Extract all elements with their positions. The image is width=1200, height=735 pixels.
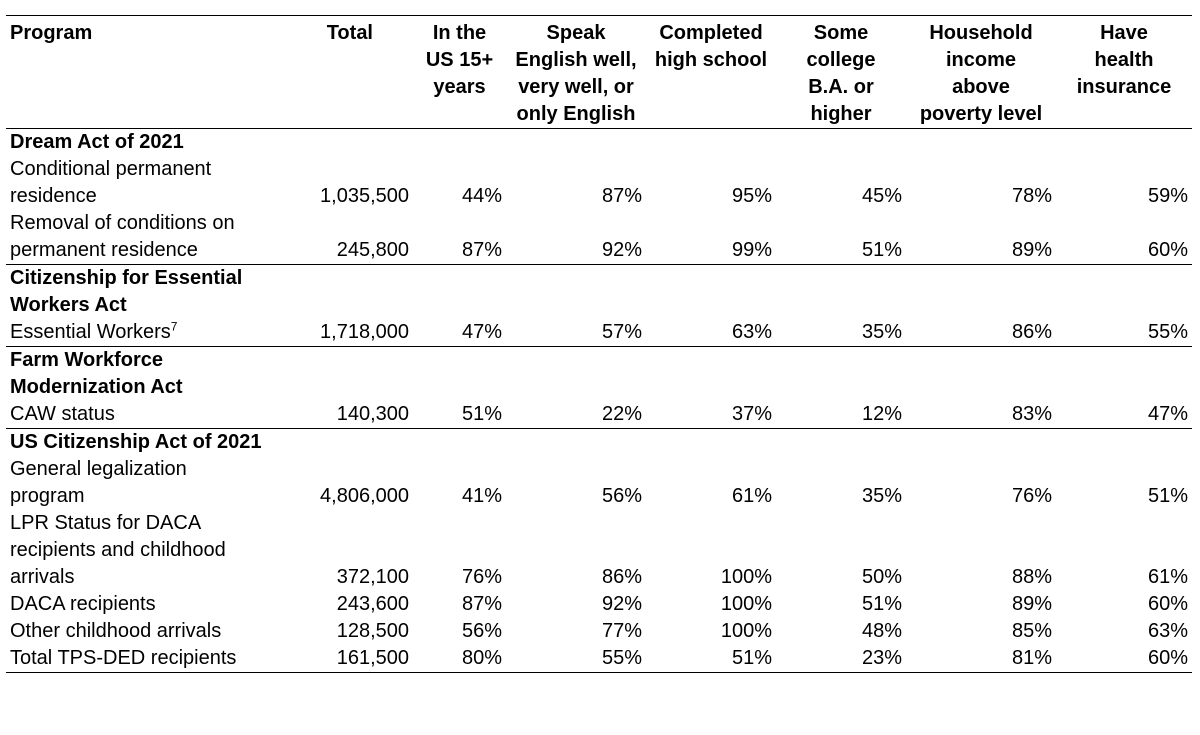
header-total: Total bbox=[326, 22, 373, 44]
table-row bbox=[6, 319, 1192, 347]
text-line: Workers Act bbox=[10, 294, 127, 316]
header-us15 bbox=[413, 16, 506, 129]
value-cell: 92% bbox=[601, 593, 642, 615]
text-line: Citizenship for Essential bbox=[10, 267, 243, 289]
value-cell: 83% bbox=[1011, 403, 1052, 425]
table-row bbox=[6, 210, 1192, 265]
value-cell: 76% bbox=[461, 566, 502, 588]
row-label bbox=[6, 156, 311, 210]
value-cell: 85% bbox=[1011, 620, 1052, 642]
value-cell: 59% bbox=[1147, 185, 1188, 207]
value-cell: 243,600 bbox=[336, 593, 409, 615]
text-line: very well, or bbox=[518, 76, 634, 98]
value-cell: 87% bbox=[601, 185, 642, 207]
text-line: college bbox=[806, 49, 876, 71]
section-title bbox=[6, 265, 1192, 320]
value-cell: 89% bbox=[1011, 239, 1052, 261]
section-title bbox=[6, 429, 1192, 457]
table-header bbox=[6, 16, 1192, 129]
text-line: Removal of conditions on bbox=[10, 212, 235, 234]
section-header-row bbox=[6, 129, 1192, 157]
text-line: residence bbox=[10, 185, 97, 207]
text-line: high school bbox=[654, 49, 768, 71]
value-cell: 23% bbox=[861, 647, 902, 669]
value-cell: 51% bbox=[861, 239, 902, 261]
text-line: General legalization bbox=[10, 458, 187, 480]
value-cell: 41% bbox=[461, 485, 502, 507]
row-label bbox=[6, 618, 311, 645]
text-line: above bbox=[952, 76, 1010, 98]
text-line: Essential Workers bbox=[10, 321, 171, 343]
text-line: Conditional permanent bbox=[10, 158, 212, 180]
header-row bbox=[6, 16, 1192, 129]
text-line: Have bbox=[1100, 22, 1148, 44]
text-line: In the bbox=[432, 22, 487, 44]
value-cell: 56% bbox=[461, 620, 502, 642]
value-cell: 44% bbox=[461, 185, 502, 207]
text-line: US 15+ bbox=[425, 49, 494, 71]
value-cell: 81% bbox=[1011, 647, 1052, 669]
text-line: income bbox=[945, 49, 1017, 71]
header-highschool bbox=[646, 16, 776, 129]
row-label bbox=[6, 510, 311, 591]
value-cell: 60% bbox=[1147, 647, 1188, 669]
text-line: Modernization Act bbox=[10, 376, 183, 398]
header-program: Program bbox=[10, 22, 93, 44]
row-label bbox=[6, 210, 311, 265]
text-line: Household bbox=[929, 22, 1033, 44]
value-cell: 63% bbox=[1147, 620, 1188, 642]
text-line: LPR Status for DACA bbox=[10, 512, 202, 534]
value-cell: 128,500 bbox=[336, 620, 409, 642]
section-title bbox=[6, 129, 1192, 157]
text-line: Other childhood arrivals bbox=[10, 620, 222, 642]
value-cell: 100% bbox=[720, 593, 772, 615]
table-body bbox=[6, 129, 1192, 673]
value-cell: 76% bbox=[1011, 485, 1052, 507]
text-line: DACA recipients bbox=[10, 593, 156, 615]
text-line: Speak bbox=[546, 22, 606, 44]
data-table bbox=[6, 15, 1192, 673]
value-cell: 245,800 bbox=[336, 239, 409, 261]
value-cell: 95% bbox=[731, 185, 772, 207]
value-cell: 80% bbox=[461, 647, 502, 669]
value-cell: 57% bbox=[601, 321, 642, 343]
value-cell: 161,500 bbox=[336, 647, 409, 669]
row-label bbox=[6, 319, 311, 347]
value-cell: 100% bbox=[720, 620, 772, 642]
table-row bbox=[6, 618, 1192, 645]
value-cell: 60% bbox=[1147, 593, 1188, 615]
value-cell: 12% bbox=[861, 403, 902, 425]
text-line: arrivals bbox=[10, 566, 75, 588]
value-cell: 61% bbox=[731, 485, 772, 507]
row-label bbox=[6, 401, 311, 429]
text-line: permanent residence bbox=[10, 239, 198, 261]
value-cell: 87% bbox=[461, 593, 502, 615]
text-line: recipients and childhood bbox=[10, 539, 226, 561]
header-college bbox=[776, 16, 906, 129]
value-cell: 35% bbox=[861, 485, 902, 507]
value-cell: 100% bbox=[720, 566, 772, 588]
text-line: health bbox=[1094, 49, 1154, 71]
value-cell: 89% bbox=[1011, 593, 1052, 615]
value-cell: 77% bbox=[601, 620, 642, 642]
text-line: US Citizenship Act of 2021 bbox=[10, 431, 262, 453]
table-row bbox=[6, 401, 1192, 429]
value-cell: 1,035,500 bbox=[320, 185, 409, 207]
header-insurance bbox=[1056, 16, 1192, 129]
value-cell: 51% bbox=[861, 593, 902, 615]
section-header-row bbox=[6, 429, 1192, 457]
text-line: Total TPS-DED recipients bbox=[10, 647, 237, 669]
value-cell: 55% bbox=[601, 647, 642, 669]
value-cell: 56% bbox=[601, 485, 642, 507]
value-cell: 60% bbox=[1147, 239, 1188, 261]
table-row bbox=[6, 456, 1192, 510]
table-row bbox=[6, 645, 1192, 673]
row-label bbox=[6, 456, 311, 510]
text-line: poverty level bbox=[919, 103, 1043, 125]
value-cell: 47% bbox=[461, 321, 502, 343]
value-cell: 50% bbox=[861, 566, 902, 588]
value-cell: 88% bbox=[1011, 566, 1052, 588]
text-line: Dream Act of 2021 bbox=[10, 131, 184, 153]
row-label bbox=[6, 645, 311, 673]
text-line: only English bbox=[516, 103, 636, 125]
value-cell: 372,100 bbox=[336, 566, 409, 588]
section-title bbox=[6, 347, 1192, 402]
table-row bbox=[6, 156, 1192, 210]
value-cell: 86% bbox=[601, 566, 642, 588]
value-cell: 87% bbox=[461, 239, 502, 261]
value-cell: 78% bbox=[1011, 185, 1052, 207]
text-line: CAW status bbox=[10, 403, 115, 425]
value-cell: 1,718,000 bbox=[320, 321, 409, 343]
text-line: B.A. or bbox=[808, 76, 874, 98]
text-line: English well, bbox=[515, 49, 637, 71]
value-cell: 63% bbox=[731, 321, 772, 343]
text-line: Some bbox=[813, 22, 869, 44]
value-cell: 140,300 bbox=[336, 403, 409, 425]
value-cell: 45% bbox=[861, 185, 902, 207]
value-cell: 35% bbox=[861, 321, 902, 343]
text-line: Completed bbox=[659, 22, 763, 44]
text-line: program bbox=[10, 485, 85, 507]
value-cell: 86% bbox=[1011, 321, 1052, 343]
value-cell: 37% bbox=[731, 403, 772, 425]
header-income bbox=[906, 16, 1056, 129]
text-line: insurance bbox=[1076, 76, 1172, 98]
text-line: years bbox=[433, 76, 486, 98]
value-cell: 47% bbox=[1147, 403, 1188, 425]
text-line: Farm Workforce bbox=[10, 349, 164, 371]
value-cell: 51% bbox=[731, 647, 772, 669]
footnote-marker: 7 bbox=[170, 319, 178, 334]
value-cell: 99% bbox=[731, 239, 772, 261]
value-cell: 48% bbox=[861, 620, 902, 642]
value-cell: 4,806,000 bbox=[320, 485, 409, 507]
section-header-row bbox=[6, 265, 1192, 320]
value-cell: 92% bbox=[601, 239, 642, 261]
row-label bbox=[6, 591, 311, 618]
table-row bbox=[6, 591, 1192, 618]
value-cell: 51% bbox=[1147, 485, 1188, 507]
table-row bbox=[6, 510, 1192, 591]
value-cell: 51% bbox=[461, 403, 502, 425]
header-english bbox=[506, 16, 646, 129]
text-line: higher bbox=[810, 103, 872, 125]
value-cell: 22% bbox=[601, 403, 642, 425]
value-cell: 55% bbox=[1147, 321, 1188, 343]
value-cell: 61% bbox=[1147, 566, 1188, 588]
section-header-row bbox=[6, 347, 1192, 402]
